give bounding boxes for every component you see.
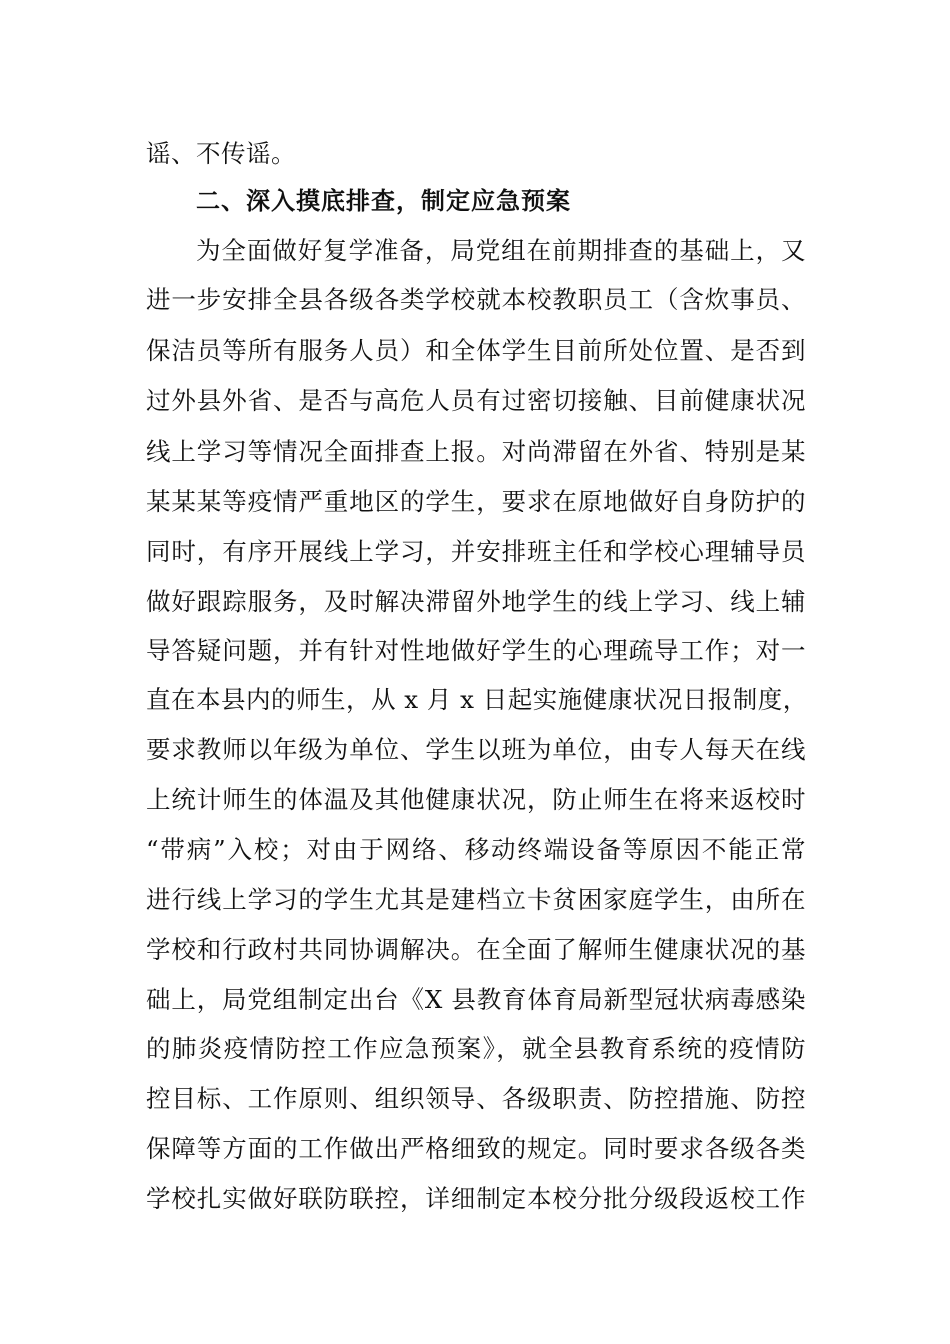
paragraph-line: 过外县外省、是否与高危人员有过密切接触、目前健康状况	[146, 386, 806, 415]
lead-text-line: 谣、不传谣。	[146, 139, 296, 168]
paragraph-line: 直在本县内的师生，从 x 月 x 日起实施健康状况日报制度，	[146, 685, 808, 714]
paragraph-line: 同时，有序开展线上学习，并安排班主任和学校心理辅导员	[146, 537, 806, 566]
paragraph-line: 础上，局党组制定出台《X 县教育体育局新型冠状病毒感染	[146, 985, 806, 1014]
paragraph-line: 某某某等疫情严重地区的学生，要求在原地做好自身防护的	[146, 487, 806, 516]
paragraph-line: 控目标、工作原则、组织领导、各级职责、防控措施、防控	[146, 1084, 806, 1113]
paragraph-line: 进一步安排全县各级各类学校就本校教职员工（含炊事员、	[146, 285, 806, 314]
paragraph-line: 学校和行政村共同协调解决。在全面了解师生健康状况的基	[146, 935, 806, 964]
section-heading: 二、深入摸底排查，制定应急预案	[196, 187, 571, 215]
paragraph-line: 进行线上学习的学生尤其是建档立卡贫困家庭学生，由所在	[146, 885, 806, 914]
paragraph-line: 上统计师生的体温及其他健康状况，防止师生在将来返校时	[146, 785, 806, 814]
paragraph-line: 为全面做好复学准备，局党组在前期排查的基础上，又	[196, 236, 806, 265]
paragraph-line: 保洁员等所有服务人员）和全体学生目前所处位置、是否到	[146, 336, 806, 365]
paragraph-line: 保障等方面的工作做出严格细致的规定。同时要求各级各类	[146, 1134, 806, 1163]
paragraph-line: 导答疑问题，并有针对性地做好学生的心理疏导工作；对一	[146, 636, 806, 665]
paragraph-line: 的肺炎疫情防控工作应急预案》，就全县教育系统的疫情防	[146, 1034, 806, 1063]
paragraph-line: 学校扎实做好联防联控，详细制定本校分批分级段返校工作	[146, 1184, 806, 1213]
paragraph-line: 要求教师以年级为单位、学生以班为单位，由专人每天在线	[146, 735, 806, 764]
paragraph-line: “带病”入校；对由于网络、移动终端设备等原因不能正常	[146, 835, 806, 864]
paragraph-line: 做好跟踪服务，及时解决滞留外地学生的线上学习、线上辅	[146, 587, 806, 616]
paragraph-line: 线上学习等情况全面排查上报。对尚滞留在外省、特别是某	[146, 437, 806, 466]
